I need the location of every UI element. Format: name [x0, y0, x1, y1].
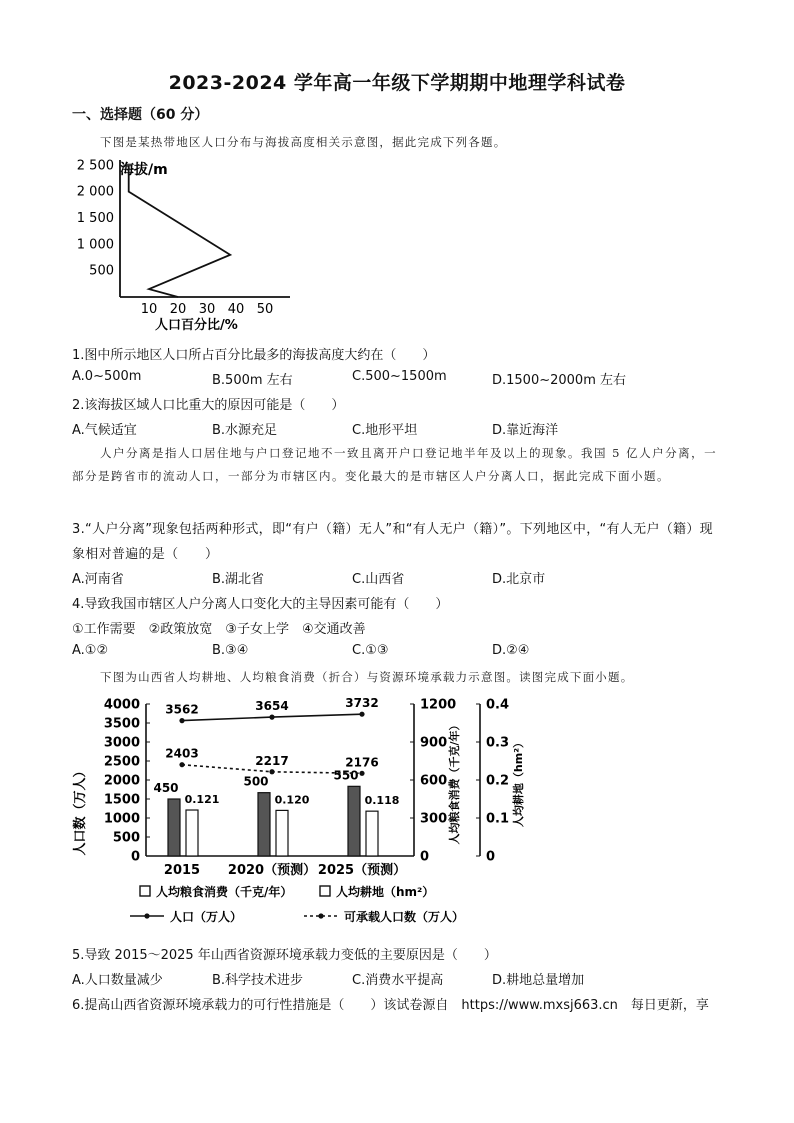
grain-consumption-label: 500	[243, 774, 269, 789]
left-axis-tick-label: 0	[130, 849, 140, 865]
right-axis-tick-label: 0.4	[486, 697, 510, 713]
carrying-capacity-point	[359, 771, 364, 776]
mid-axis-tick-label: 900	[420, 735, 448, 751]
intro-text-2: 人户分离是指人口居住地与户口登记地不一致且离开户口登记地半年及以上的现象。我国 5 亿人户分离，一部分是跨省市的流动人口，一部分为市辖区内。变化最大的是市辖区人户分离人口，据此完成下面小题。	[72, 446, 718, 483]
population-label: 3654	[255, 699, 289, 714]
q2-option-a[interactable]: A.气候适宜	[72, 423, 137, 438]
population-point	[359, 712, 364, 717]
left-axis-tick-label: 500	[112, 830, 140, 846]
legend-capacity-dot	[318, 913, 323, 918]
q4-option-c[interactable]: C.①③	[352, 643, 389, 658]
chart1-xtick-label: 20	[169, 302, 187, 317]
chart1-ytick-label: 500	[89, 263, 114, 279]
q4-option-a[interactable]: A.①②	[72, 643, 109, 658]
q4-option-d[interactable]: D.②④	[492, 643, 530, 658]
grain-consumption-bar	[348, 786, 360, 856]
chart1-xtick-label: 10	[140, 302, 158, 317]
q5-option-d[interactable]: D.耕地总量增加	[492, 973, 585, 988]
farmland-bar	[276, 810, 288, 856]
q2-option-d[interactable]: D.靠近海洋	[492, 423, 559, 438]
q3-option-a[interactable]: A.河南省	[72, 572, 124, 587]
category-label: 2025（预测）	[317, 863, 407, 878]
q5-option-b[interactable]: B.科学技术进步	[212, 973, 304, 988]
chart1-population-line	[129, 165, 231, 297]
right-axis-label: 人均耕地（hm²）	[512, 736, 525, 828]
right-axis-tick-label: 0	[486, 849, 496, 865]
left-axis-tick-label: 2500	[103, 754, 140, 770]
q1-option-c[interactable]: C.500~1500m	[352, 369, 447, 384]
carrying-capacity-point	[179, 762, 184, 767]
carrying-capacity-label: 2403	[165, 746, 199, 761]
mid-axis-tick-label: 300	[420, 811, 448, 827]
intro-text-1: 下图是某热带地区人口分布与海拔高度相关示意图，据此完成下列各题。	[100, 135, 507, 149]
legend-capacity-label: 可承载人口数（万人）	[344, 910, 465, 924]
category-label: 2015	[163, 863, 201, 878]
legend-farmland-label: 人均耕地（hm²）	[336, 885, 435, 899]
legend-farmland-swatch	[320, 886, 330, 896]
category-label: 2020（预测）	[227, 863, 317, 878]
farmland-label: 0.120	[274, 793, 310, 807]
population-label: 3562	[165, 702, 199, 717]
q3-option-c[interactable]: C.山西省	[352, 572, 405, 587]
chart1-xtick-label: 30	[198, 302, 216, 317]
population-point	[269, 715, 274, 720]
legend-population-dot	[144, 913, 149, 918]
question-1: 1.图中所示地区人口所占百分比最多的海拔高度大约在（ ）	[72, 348, 436, 363]
q5-option-a[interactable]: A.人口数量减少	[72, 973, 163, 988]
grain-consumption-label: 550	[333, 768, 359, 783]
grain-consumption-label: 450	[153, 781, 179, 795]
right-axis-tick-label: 0.3	[486, 735, 510, 751]
carrying-capacity-point	[269, 769, 274, 774]
farmland-bar	[366, 811, 378, 856]
q2-option-b[interactable]: B.水源充足	[212, 423, 278, 438]
grain-consumption-bar	[258, 793, 270, 856]
carrying-capacity-label: 2176	[345, 755, 379, 770]
chart1-ytick-label: 2 000	[76, 184, 114, 200]
right-axis-tick-label: 0.2	[486, 773, 510, 789]
q3-option-d[interactable]: D.北京市	[492, 572, 546, 587]
left-axis-tick-label: 3000	[103, 735, 140, 751]
left-axis-tick-label: 1500	[103, 792, 140, 808]
question-2: 2.该海拔区域人口比重大的原因可能是（ ）	[72, 398, 345, 413]
q2-option-c[interactable]: C.地形平坦	[352, 423, 418, 438]
q1-option-a[interactable]: A.0~500m	[72, 369, 142, 384]
q5-option-c[interactable]: C.消费水平提高	[352, 973, 444, 988]
farmland-bar	[186, 810, 198, 856]
q3-option-b[interactable]: B.湖北省	[212, 572, 265, 587]
mid-axis-tick-label: 600	[420, 773, 448, 789]
left-axis-tick-label: 3500	[103, 716, 140, 732]
chart1-ytick-label: 1 000	[76, 237, 114, 253]
mid-axis-tick-label: 1200	[420, 697, 457, 713]
left-axis-tick-label: 1000	[103, 811, 140, 827]
farmland-label: 0.121	[184, 793, 220, 807]
left-axis-tick-label: 2000	[103, 773, 140, 789]
population-label: 3732	[345, 696, 379, 711]
q1-option-b[interactable]: B.500m 左右	[212, 373, 293, 388]
population-point	[179, 718, 184, 723]
altitude-population-chart	[70, 152, 310, 337]
q4-items: ①工作需要 ②政策放宽 ③子女上学 ④交通改善	[72, 622, 366, 637]
chart2-legend	[120, 882, 500, 930]
left-axis-tick-label: 4000	[103, 697, 140, 713]
legend-grain-swatch	[140, 886, 150, 896]
legend-population-label: 人口（万人）	[170, 910, 243, 924]
exam-title: 2023-2024 学年高一年级下学期期中地理学科试卷	[168, 72, 626, 94]
chart1-xtick-label: 40	[227, 302, 245, 317]
right-axis-tick-label: 0.1	[486, 811, 510, 827]
chart1-ylabel: 海拔/m	[120, 162, 168, 178]
chart1-ytick-label: 2 500	[76, 158, 114, 174]
mid-axis-tick-label: 0	[420, 849, 430, 865]
legend-grain-label: 人均粮食消费（千克/年）	[156, 885, 293, 899]
question-6: 6.提高山西省资源环境承载力的可行性措施是（ ）该试卷源自 https://www.mxsj663.cn 每日更新，享	[72, 998, 709, 1013]
mid-axis-label: 人均粮食消费（千克/年）	[448, 719, 461, 845]
section-heading: 一、选择题（60 分）	[72, 107, 209, 123]
left-axis-label: 人口数（万人）	[73, 764, 88, 856]
question-4: 4.导致我国市辖区人户分离人口变化大的主导因素可能有（ ）	[72, 597, 449, 612]
carrying-capacity-label: 2217	[255, 753, 289, 768]
farmland-label: 0.118	[364, 794, 400, 808]
q4-option-b[interactable]: B.③④	[212, 643, 249, 658]
intro-text-3: 下图为山西省人均耕地、人均粮食消费（折合）与资源环境承载力示意图。读图完成下面小题。	[100, 670, 634, 684]
grain-consumption-bar	[168, 799, 180, 856]
q1-option-d[interactable]: D.1500~2000m 左右	[492, 373, 626, 388]
question-5: 5.导致 2015～2025 年山西省资源环境承载力变低的主要原因是（ ）	[72, 948, 497, 963]
question-3: 3.“人户分离”现象包括两种形式，即“有户（籍）无人”和“有人无户（籍）”。下列地区中，“有人无户（籍）现象相对普遍的是（ ）	[72, 522, 713, 562]
chart1-ytick-label: 1 500	[76, 210, 114, 226]
chart1-xtick-label: 50	[256, 302, 274, 317]
chart1-xlabel: 人口百分比/%	[155, 318, 238, 333]
